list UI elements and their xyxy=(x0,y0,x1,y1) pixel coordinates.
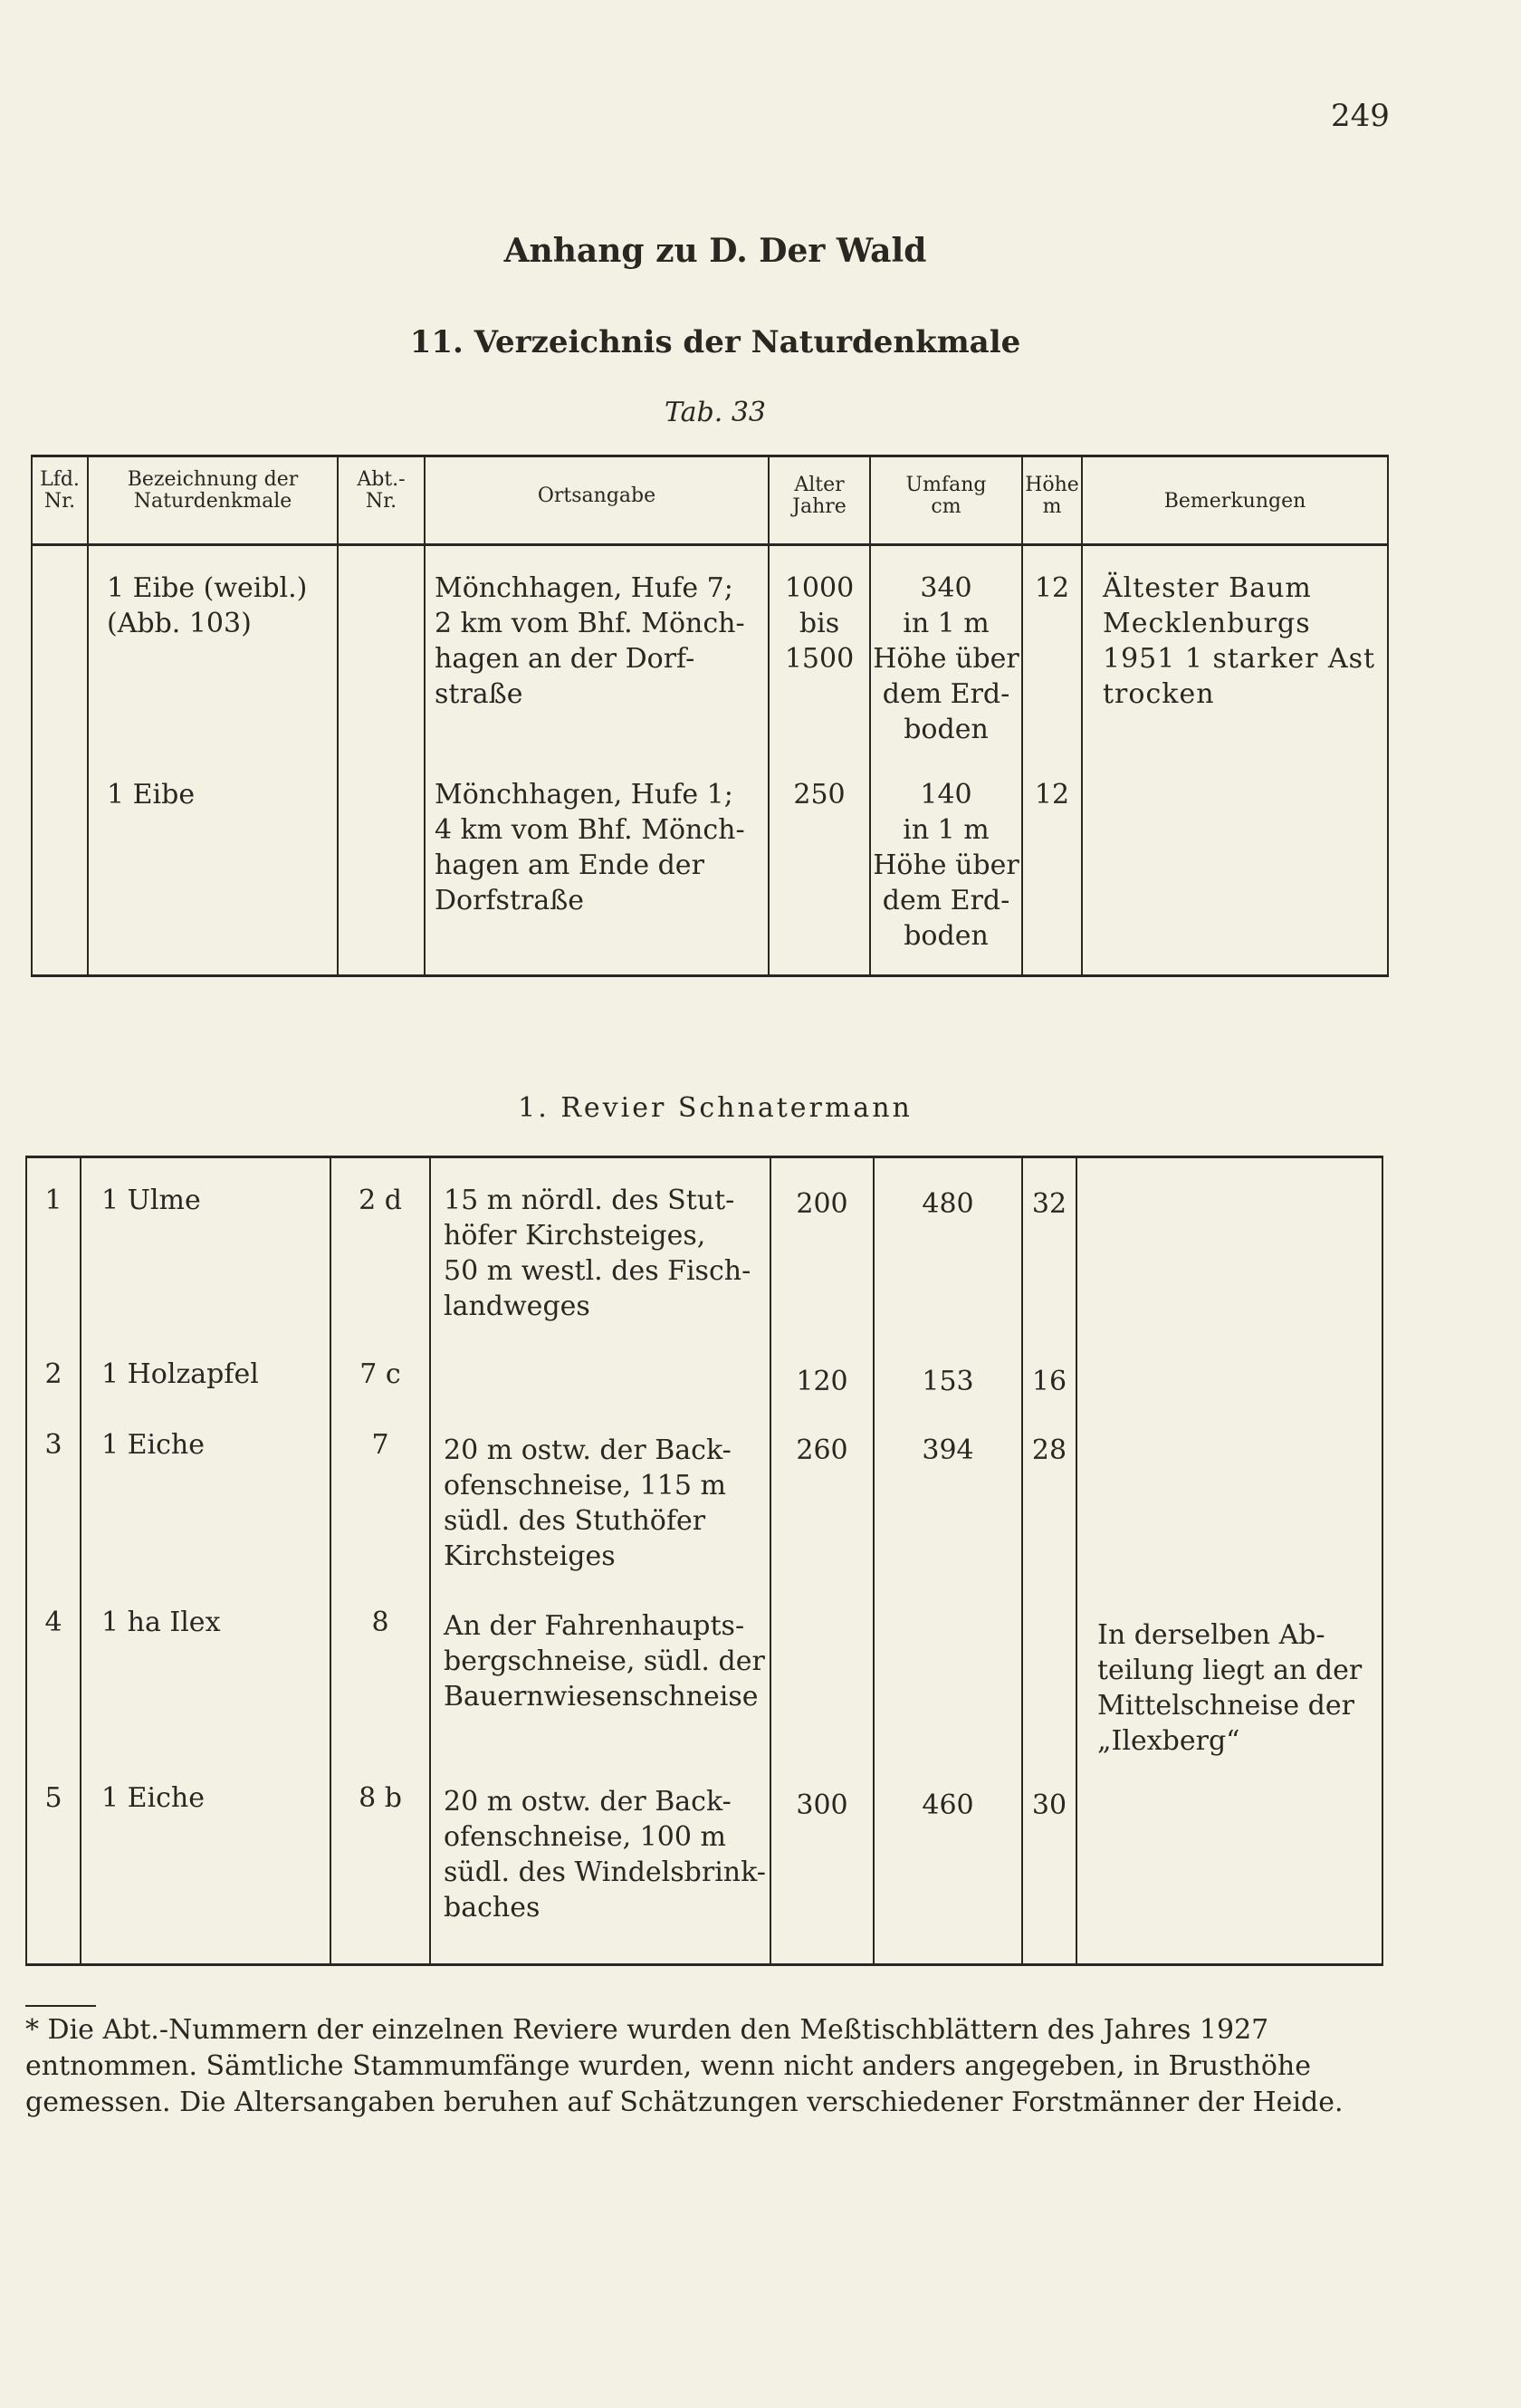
cell-alter: 260 xyxy=(796,1434,848,1466)
table-reference: Tab. 33 xyxy=(664,397,767,428)
cell-name: 1 Ulme xyxy=(101,1185,201,1216)
cell-abt: 8 b xyxy=(359,1782,402,1814)
cell-abt: 8 xyxy=(371,1607,389,1638)
cell-hoehe: 32 xyxy=(1031,1188,1067,1220)
cell-name: 1 ha Ilex xyxy=(101,1607,221,1638)
cell-alter: 200 xyxy=(796,1188,848,1220)
section-title: 1. Revier Schnatermann xyxy=(518,1092,913,1124)
cell-umfang: 394 xyxy=(922,1434,974,1466)
cell-name: 1 Eibe (weibl.) (Abb. 103) xyxy=(107,572,308,639)
cell-remarks: In derselben Ab- teilung liegt an der Mittelschneise der „Ilexberg“ xyxy=(1097,1619,1363,1757)
cell-lfd: 1 xyxy=(44,1185,62,1216)
cell-alter: 120 xyxy=(796,1366,848,1397)
cell-abt: 7 c xyxy=(359,1358,401,1390)
cell-hoehe: 28 xyxy=(1031,1434,1067,1466)
page-number: 249 xyxy=(1331,98,1390,134)
col-header-hoehe: Höhe m xyxy=(1025,474,1079,518)
col-header-bem: Bemerkungen xyxy=(1163,490,1306,513)
col-header-name: Bezeichnung der Naturdenkmale xyxy=(127,468,299,513)
col-header-alter: Alter Jahre xyxy=(792,474,847,518)
cell-hoehe: 12 xyxy=(1034,572,1070,604)
cell-lfd: 4 xyxy=(44,1607,62,1638)
cell-name: 1 Eiche xyxy=(101,1782,205,1814)
cell-remarks: Ältester Baum Mecklenburgs 1951 1 starker Ast trocken xyxy=(1103,572,1376,710)
cell-name: 1 Eiche xyxy=(101,1429,205,1461)
cell-ort: 20 m ostw. der Back- ofenschneise, 100 m südl. des Windelsbrink- baches xyxy=(444,1786,766,1924)
cell-abt: 7 xyxy=(371,1429,389,1461)
footnote-rule xyxy=(25,2005,96,2007)
page-title: Anhang zu D. Der Wald xyxy=(503,232,927,270)
cell-ort: Mönchhagen, Hufe 7; 2 km vom Bhf. Mönch- hagen an der Dorf- straße xyxy=(435,572,745,710)
col-header-abt: Abt.- Nr. xyxy=(357,468,406,513)
cell-ort: 20 m ostw. der Back- ofenschneise, 115 m südl. des Stuthöfer Kirchsteiges xyxy=(444,1434,732,1572)
cell-umfang: 460 xyxy=(922,1789,974,1821)
cell-umfang: 480 xyxy=(922,1188,974,1220)
cell-lfd: 2 xyxy=(44,1358,62,1390)
col-header-umfang: Umfang cm xyxy=(905,474,987,518)
cell-alter: 1000 bis 1500 xyxy=(784,572,855,675)
cell-umfang: 140 in 1 m Höhe über dem Erd- boden xyxy=(873,779,1019,952)
cell-umfang: 153 xyxy=(922,1366,974,1397)
cell-alter: 250 xyxy=(793,779,846,811)
cell-umfang: 340 in 1 m Höhe über dem Erd- boden xyxy=(873,572,1019,745)
cell-name: 1 Holzapfel xyxy=(101,1358,259,1390)
cell-lfd: 3 xyxy=(44,1429,62,1461)
cell-ort: 15 m nördl. des Stut- höfer Kirchsteiges, 50 m westl. des Fisch- landweges xyxy=(444,1185,751,1322)
cell-ort: An der Fahrenhaupts- bergschneise, südl. der Bauernwiesenschneise xyxy=(444,1610,765,1712)
col-header-ort: Ortsangabe xyxy=(537,484,656,507)
table-caption: 11. Verzeichnis der Naturdenkmale xyxy=(409,324,1021,360)
cell-alter: 300 xyxy=(796,1789,848,1821)
col-header-lfd: Lfd. Nr. xyxy=(40,468,80,513)
cell-name: 1 Eibe xyxy=(107,779,196,811)
footnote: * Die Abt.-Nummern der einzelnen Reviere wurden den Meßtischblättern des Jahres 1927 entnommen. Sämtliche Stammumfänge wurden, wenn nicht anders angegeben, in Brusthöhe gemessen. Die Altersangaben beruhen auf Schätzungen verschiedener Forstmänner der Heide. xyxy=(25,2014,1344,2118)
cell-hoehe: 12 xyxy=(1034,779,1070,811)
cell-hoehe: 30 xyxy=(1031,1789,1067,1821)
cell-hoehe: 16 xyxy=(1031,1366,1067,1397)
cell-abt: 2 d xyxy=(359,1185,402,1216)
cell-lfd: 5 xyxy=(44,1782,62,1814)
cell-ort: Mönchhagen, Hufe 1; 4 km vom Bhf. Mönch- hagen am Ende der Dorfstraße xyxy=(435,779,745,916)
